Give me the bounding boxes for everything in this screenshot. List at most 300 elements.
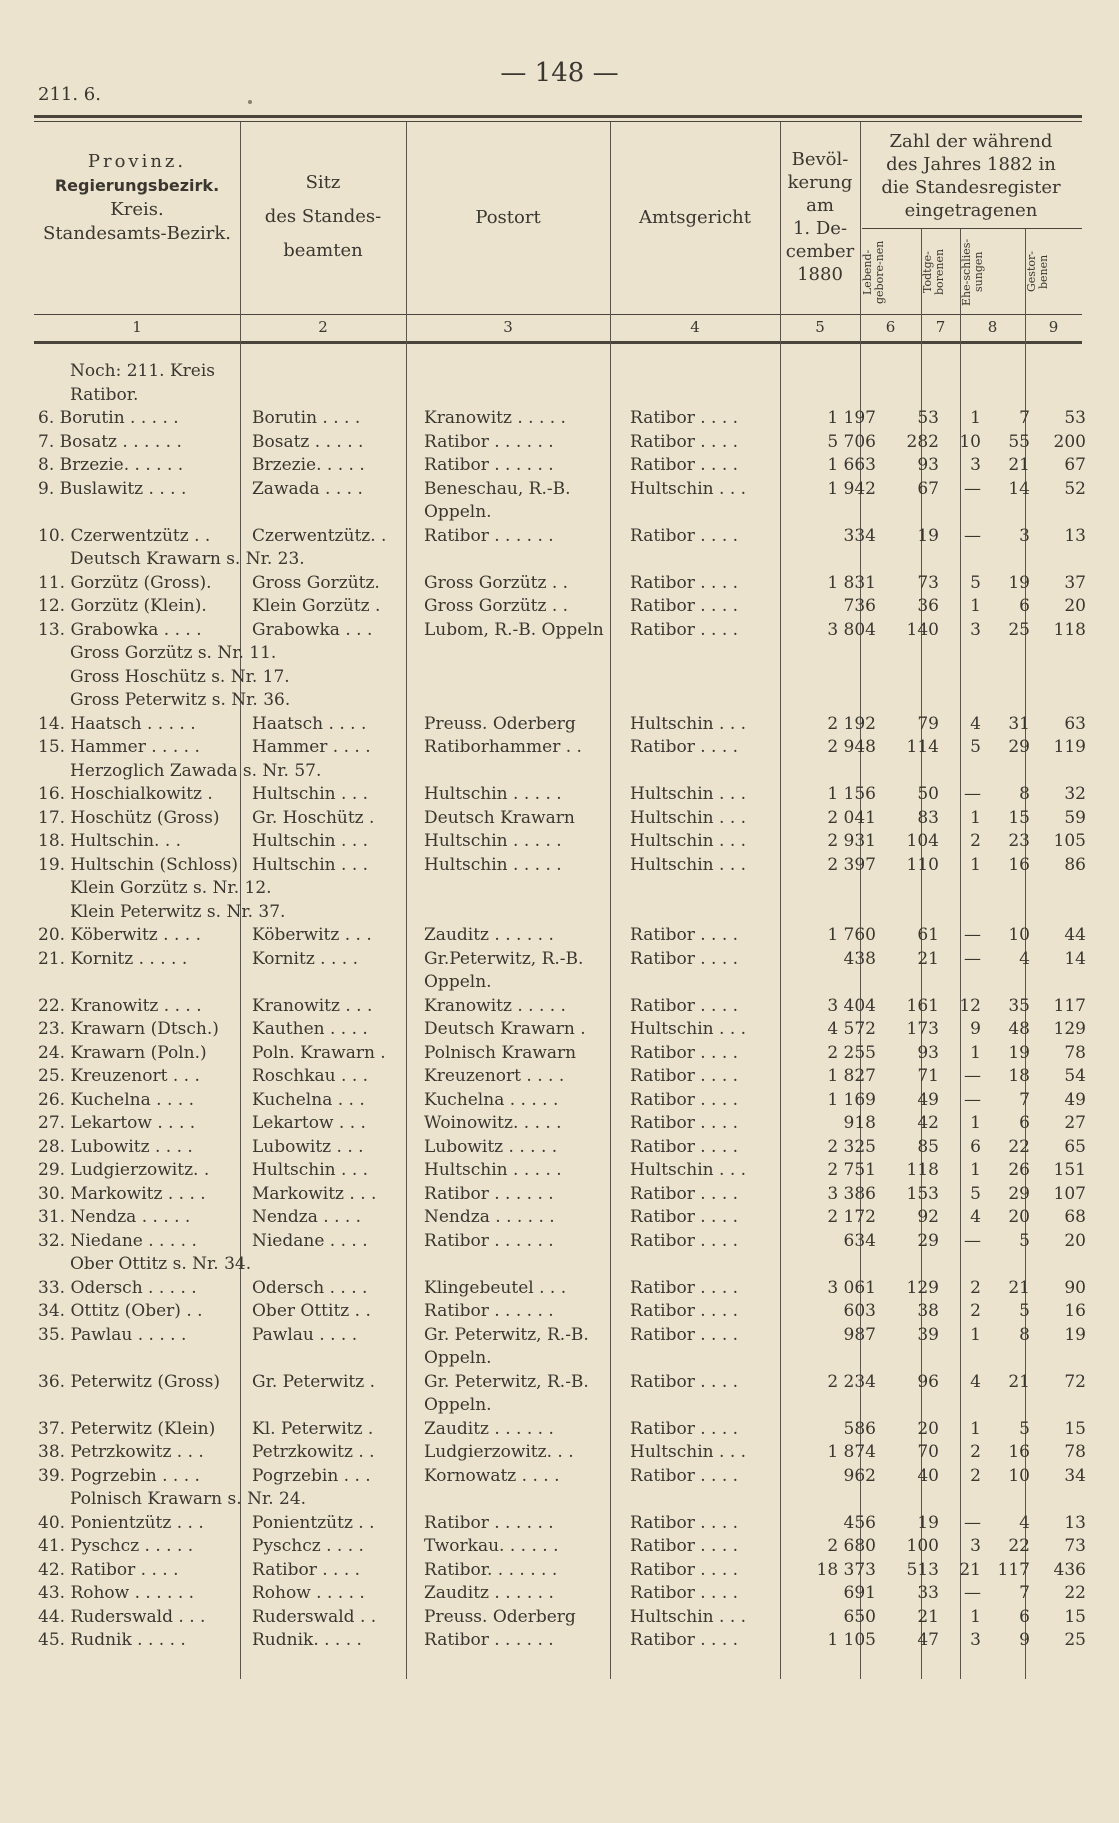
registrar-seat-cell: Hultschin . . . [252, 1160, 369, 1180]
district-cell: 45. Rudnik . . . . . [38, 1630, 186, 1650]
marriages-cell: 8 [1019, 1324, 1030, 1345]
header-province: Provinz. [87, 151, 187, 172]
district-cell: 31. Nendza . . . . . [38, 1207, 191, 1227]
marriages-cell: 29 [1008, 737, 1030, 757]
registrar-seat-cell: Hammer . . . . [252, 737, 371, 757]
population-cell [801, 971, 880, 995]
deaths-cell: 200 [1053, 431, 1086, 452]
district-cell [34, 1347, 244, 1371]
court-cell: Ratibor . . . . [630, 619, 739, 640]
district-cell: 6. Borutin . . . . . [38, 408, 179, 428]
stillbirths-cell: — [964, 1066, 981, 1086]
table-row [34, 713, 1090, 737]
post-office-cell: Nendza . . . . . . [424, 1207, 555, 1227]
header-text: des Standes- [264, 206, 382, 227]
population-cell [801, 1394, 880, 1418]
live-births-cell: 110 [906, 854, 939, 875]
table-row [34, 407, 1090, 431]
court-cell: Ratibor . . . . [630, 1512, 739, 1533]
court-cell: Hultschin . . . [630, 1160, 747, 1180]
population-cell [801, 1347, 880, 1371]
district-cell: 41. Pyschcz . . . . . [38, 1536, 194, 1556]
live-births-cell: 19 [917, 525, 939, 546]
marriages-cell: 21 [1008, 1371, 1030, 1392]
registrar-seat-cell: Poln. Krawarn . [252, 1042, 386, 1063]
marriages-cell: 22 [1008, 1136, 1030, 1157]
marriages-cell: 21 [1008, 1277, 1030, 1298]
district-cell [34, 501, 244, 525]
header-text: des Jahres 1882 in [886, 154, 1056, 175]
stillbirths-cell: 1 [970, 807, 981, 828]
marriages-cell: 7 [1019, 1583, 1030, 1603]
header-col-9: Gestor-benen [1025, 251, 1050, 293]
deaths-cell: 73 [1064, 1536, 1086, 1556]
population-cell: 1 760 [827, 925, 876, 945]
live-births-cell [880, 1394, 943, 1418]
post-office-cell: Oppeln. [424, 1395, 492, 1415]
district-cell: 35. Pawlau . . . . . [38, 1324, 187, 1345]
stillbirths-cell: 1 [970, 1418, 981, 1439]
note-row [34, 760, 1090, 784]
population-cell: 918 [843, 1113, 876, 1133]
marriages-cell: 7 [1019, 1089, 1030, 1110]
district-cell: 18. Hultschin. . . [38, 831, 182, 851]
court-cell: Ratibor . . . . [630, 1465, 739, 1486]
live-births-cell: 40 [917, 1465, 939, 1486]
district-cell: 39. Pogrzebin . . . . [38, 1465, 200, 1486]
table-row [34, 1018, 1090, 1042]
registrar-seat-cell: Pogrzebin . . . [252, 1465, 371, 1486]
stillbirths-cell: 1 [970, 1160, 981, 1180]
post-office-cell: Woinowitz. . . . . [424, 1113, 562, 1133]
deaths-cell: 78 [1064, 1042, 1086, 1063]
district-cell: 13. Grabowka . . . . [38, 619, 202, 640]
live-births-cell: 129 [906, 1277, 939, 1298]
registrar-seat-cell: Hultschin . . . [252, 784, 369, 804]
table-row [34, 1277, 1090, 1301]
marriages-cell [985, 1347, 1034, 1371]
table-row [34, 1559, 1090, 1583]
population-cell: 3 061 [827, 1277, 876, 1298]
post-office-cell: Gr.Peterwitz, R.-B. [424, 948, 584, 969]
header-bottom-rule [34, 314, 1082, 315]
ink-speck [248, 100, 252, 104]
population-cell: 2 948 [827, 737, 876, 757]
stillbirths-cell: 4 [970, 1371, 981, 1392]
population-cell: 586 [843, 1418, 876, 1439]
post-office-cell: Oppeln. [424, 502, 492, 522]
live-births-cell: 71 [917, 1066, 939, 1086]
live-births-cell: 85 [917, 1136, 939, 1157]
registrar-seat-cell: Nendza . . . . [252, 1207, 362, 1227]
stillbirths-cell: — [964, 784, 981, 804]
deaths-cell: 37 [1064, 572, 1086, 593]
deaths-cell: 54 [1064, 1066, 1086, 1086]
marriages-cell [985, 971, 1034, 995]
marriages-cell: 22 [1008, 1536, 1030, 1556]
stillbirths-cell: 1 [970, 408, 981, 428]
header-col-3: Postort [475, 207, 541, 228]
post-office-cell: Kuchelna . . . . . [424, 1089, 559, 1110]
table-row [34, 1394, 1090, 1418]
post-office-cell: Ratibor . . . . . . [424, 525, 554, 546]
deaths-cell: 86 [1064, 854, 1086, 875]
registrar-seat-cell: Roschkau . . . [252, 1066, 369, 1086]
marriages-cell: 20 [1008, 1207, 1030, 1227]
marriages-cell: 16 [1008, 854, 1030, 875]
deaths-cell: 151 [1053, 1160, 1086, 1180]
stillbirths-cell: 4 [970, 713, 981, 734]
live-births-cell: 39 [917, 1324, 939, 1345]
note-row [34, 360, 1090, 384]
population-cell: 2 234 [827, 1371, 876, 1392]
post-office-cell: Ratibor . . . . . . [424, 1630, 554, 1650]
table-row [34, 854, 1090, 878]
live-births-cell: 49 [917, 1089, 939, 1110]
marriages-cell: 55 [1008, 431, 1030, 452]
table-row [34, 1089, 1090, 1113]
deaths-cell: 34 [1064, 1465, 1086, 1486]
section-number: 211. 6. [38, 84, 101, 105]
population-cell: 3 804 [827, 619, 876, 640]
deaths-cell: 13 [1064, 1512, 1086, 1533]
stillbirths-cell: 1 [970, 596, 981, 616]
live-births-cell [880, 1347, 943, 1371]
registrar-seat-cell: Ober Ottitz . . [252, 1301, 371, 1321]
note-row [34, 666, 1090, 690]
court-cell: Hultschin . . . [630, 1606, 747, 1627]
deaths-cell: 32 [1064, 784, 1086, 804]
table-row [34, 1065, 1090, 1089]
post-office-cell: Kranowitz . . . . . [424, 408, 566, 428]
court-cell [622, 1394, 801, 1418]
population-cell: 634 [843, 1230, 876, 1251]
registrar-seat-cell: Kauthen . . . . [252, 1019, 368, 1039]
table-row [34, 1629, 1090, 1653]
population-cell: 2 172 [827, 1207, 876, 1227]
district-cell: 12. Gorzütz (Klein). [38, 596, 207, 616]
marriages-cell: 5 [1019, 1230, 1030, 1251]
district-cell: 33. Odersch . . . . . [38, 1277, 197, 1298]
court-cell: Ratibor . . . . [630, 1536, 739, 1556]
live-births-cell: 19 [917, 1512, 939, 1533]
deaths-cell: 53 [1064, 408, 1086, 428]
table-row [34, 1230, 1090, 1254]
population-cell: 987 [843, 1324, 876, 1345]
court-cell: Ratibor . . . . [630, 925, 739, 945]
stillbirths-cell: 1 [970, 1606, 981, 1627]
marriages-cell: 4 [1019, 1512, 1030, 1533]
post-office-cell: Gr. Peterwitz, R.-B. [424, 1324, 589, 1345]
live-births-cell: 153 [906, 1183, 939, 1204]
post-office-cell: Deutsch Krawarn . [424, 1019, 586, 1039]
court-cell: Ratibor . . . . [630, 1183, 739, 1204]
note-row [34, 1488, 1090, 1512]
court-cell [622, 971, 801, 995]
post-office-cell: Kreuzenort . . . . [424, 1066, 565, 1086]
population-cell: 1 942 [827, 478, 876, 499]
deaths-cell: 67 [1064, 455, 1086, 475]
population-cell: 334 [843, 525, 876, 546]
registrar-seat-cell: Zawada . . . . [252, 478, 363, 499]
stillbirths-cell: 1 [970, 1042, 981, 1063]
group-rule [862, 228, 1082, 229]
population-cell: 5 706 [827, 431, 876, 452]
population-cell: 1 663 [827, 455, 876, 475]
registrar-seat-cell: Pyschcz . . . . [252, 1536, 364, 1556]
population-cell: 2 397 [827, 854, 876, 875]
marriages-cell: 19 [1008, 572, 1030, 593]
court-cell: Hultschin . . . [630, 1442, 747, 1462]
marriages-cell: 8 [1019, 784, 1030, 804]
registrar-seat-cell: Markowitz . . . [252, 1183, 377, 1204]
population-cell: 2 325 [827, 1136, 876, 1157]
population-cell: 603 [843, 1301, 876, 1321]
live-births-cell [880, 971, 943, 995]
population-cell: 3 404 [827, 995, 876, 1016]
marriages-cell: 6 [1019, 1113, 1030, 1133]
district-cell: 32. Niedane . . . . . [38, 1230, 197, 1251]
stillbirths-cell: — [964, 1089, 981, 1110]
district-cell: 17. Hoschütz (Gross) [38, 807, 220, 828]
stillbirths-cell: 3 [970, 619, 981, 640]
stillbirths-cell [943, 1347, 985, 1371]
table-row [34, 478, 1090, 502]
table-row [34, 595, 1090, 619]
live-births-cell: 100 [906, 1536, 939, 1556]
population-cell [801, 501, 880, 525]
marriages-cell: 9 [1019, 1630, 1030, 1650]
post-office-cell: Ratibor . . . . . . [424, 1301, 554, 1321]
deaths-cell: 13 [1064, 525, 1086, 546]
post-office-cell: Zauditz . . . . . . [424, 925, 554, 945]
deaths-cell: 15 [1064, 1418, 1086, 1439]
stillbirths-cell: 9 [970, 1019, 981, 1039]
marriages-cell: 5 [1019, 1301, 1030, 1321]
note-text: Gross Hoschütz s. Nr. 17. [70, 666, 290, 687]
header-col-5 [780, 148, 860, 286]
stillbirths-cell: 2 [970, 831, 981, 851]
stillbirths-cell: 1 [970, 1324, 981, 1345]
table-row [34, 1465, 1090, 1489]
table-row [34, 1183, 1090, 1207]
table-row [34, 1347, 1090, 1371]
court-cell: Ratibor . . . . [630, 455, 739, 475]
population-cell: 2 192 [827, 713, 876, 734]
court-cell: Hultschin . . . [630, 831, 747, 851]
court-cell: Ratibor . . . . [630, 1230, 739, 1251]
population-cell: 456 [843, 1512, 876, 1533]
registrar-seat-cell: Haatsch . . . . [252, 713, 367, 734]
post-office-cell: Beneschau, R.-B. [424, 478, 571, 499]
court-cell: Ratibor . . . . [630, 1277, 739, 1298]
post-office-cell: Hultschin . . . . . [424, 854, 562, 875]
registrar-seat-cell: Klein Gorzütz . [252, 596, 381, 616]
deaths-cell: 44 [1064, 925, 1086, 945]
district-cell: 22. Kranowitz . . . . [38, 995, 202, 1016]
live-births-cell: 92 [917, 1207, 939, 1227]
marriages-cell: 6 [1019, 1606, 1030, 1627]
registrar-seat-cell: Hultschin . . . [252, 831, 369, 851]
registrar-seat-cell [244, 1394, 416, 1418]
table-row [34, 525, 1090, 549]
post-office-cell: Ratibor . . . . . . [424, 1512, 554, 1533]
court-cell: Ratibor . . . . [630, 1583, 739, 1603]
live-births-cell: 33 [917, 1583, 939, 1603]
deaths-cell: 118 [1053, 619, 1086, 640]
population-cell: 2 680 [827, 1536, 876, 1556]
court-cell: Ratibor . . . . [630, 408, 739, 428]
live-births-cell: 79 [917, 713, 939, 734]
note-row [34, 548, 1090, 572]
court-cell: Ratibor . . . . [630, 1324, 739, 1345]
note-row [34, 689, 1090, 713]
live-births-cell: 67 [917, 478, 939, 499]
live-births-cell: 73 [917, 572, 939, 593]
note-text: Klein Gorzütz s. Nr. 12. [70, 878, 272, 898]
court-cell: Ratibor . . . . [630, 995, 739, 1016]
header-regbezirk: Regierungsbezirk. [54, 176, 220, 195]
table-row [34, 924, 1090, 948]
stillbirths-cell: 2 [970, 1465, 981, 1486]
district-cell: 11. Gorzütz (Gross). [38, 572, 212, 593]
table-row [34, 995, 1090, 1019]
deaths-cell [1034, 1394, 1090, 1418]
table-row [34, 1441, 1090, 1465]
live-births-cell: 118 [906, 1160, 939, 1180]
post-office-cell: Polnisch Krawarn [424, 1042, 577, 1063]
court-cell: Ratibor . . . . [630, 572, 739, 593]
district-cell: 20. Köberwitz . . . . [38, 925, 201, 945]
deaths-cell: 78 [1064, 1442, 1086, 1462]
registrar-seat-cell: Gr. Peterwitz . [252, 1371, 375, 1392]
district-cell: 23. Krawarn (Dtsch.) [38, 1019, 219, 1039]
post-office-cell: Zauditz . . . . . . [424, 1583, 554, 1603]
page-number: — 148 — [500, 58, 619, 88]
deaths-cell: 27 [1064, 1113, 1086, 1133]
deaths-cell [1034, 1347, 1090, 1371]
note-text: Klein Peterwitz s. Nr. 37. [70, 901, 286, 922]
population-cell: 2 255 [827, 1042, 876, 1063]
header-col-1 [34, 150, 240, 246]
top-rule-thin [34, 121, 1082, 122]
column-number: 8 [987, 318, 998, 336]
stillbirths-cell: 2 [970, 1301, 981, 1321]
note-text: Gross Peterwitz s. Nr. 36. [70, 690, 291, 710]
header-text: die Standesregister [881, 177, 1061, 198]
marriages-cell: 21 [1008, 455, 1030, 475]
header-text: Zahl der während [889, 131, 1053, 152]
column-number: 3 [503, 318, 513, 336]
marriages-cell: 15 [1008, 807, 1030, 828]
registrar-seat-cell: Köberwitz . . . [252, 925, 372, 945]
note-text: Deutsch Krawarn s. Nr. 23. [70, 549, 305, 569]
header-col-7: Todtge-borenen [921, 248, 946, 296]
live-births-cell: 513 [906, 1559, 939, 1580]
population-cell: 691 [843, 1583, 876, 1603]
table-row [34, 454, 1090, 478]
district-cell: 26. Kuchelna . . . . [38, 1089, 194, 1110]
population-cell: 1 169 [827, 1089, 876, 1110]
registrar-seat-cell: Lubowitz . . . [252, 1136, 364, 1157]
marriages-cell: 4 [1019, 948, 1030, 969]
table-row [34, 1324, 1090, 1348]
header-kreis: Kreis. [110, 199, 164, 220]
population-cell: 4 572 [827, 1019, 876, 1039]
district-cell: 36. Peterwitz (Gross) [38, 1371, 221, 1392]
court-cell: Ratibor . . . . [630, 1559, 739, 1580]
court-cell: Hultschin . . . [630, 713, 747, 734]
stillbirths-cell: 2 [970, 1277, 981, 1298]
stillbirths-cell: 4 [970, 1207, 981, 1227]
deaths-cell: 65 [1064, 1136, 1086, 1157]
district-cell: 44. Ruderswald . . . [38, 1606, 206, 1627]
stillbirths-cell: 3 [970, 1536, 981, 1556]
column-number: 5 [815, 318, 825, 336]
deaths-cell: 25 [1064, 1630, 1086, 1650]
district-cell: 8. Brzezie. . . . . . [38, 455, 184, 475]
table-row [34, 1159, 1090, 1183]
header-col-2 [240, 166, 406, 268]
post-office-cell: Gross Gorzütz . . [424, 572, 569, 593]
registrar-seat-cell: Borutin . . . . [252, 408, 361, 428]
live-births-cell: 282 [906, 431, 939, 452]
registrar-seat-cell [244, 971, 416, 995]
note-text: Herzoglich Zawada s. Nr. 57. [70, 760, 322, 781]
stillbirths-cell: — [964, 1512, 981, 1533]
post-office-cell: Hultschin . . . . . [424, 784, 562, 804]
registrar-seat-cell: Lekartow . . . [252, 1113, 366, 1133]
stillbirths-cell: 5 [970, 737, 981, 757]
post-office-cell: Ratibor . . . . . . [424, 455, 554, 475]
court-cell [622, 501, 801, 525]
district-cell: 42. Ratibor . . . . [38, 1559, 179, 1580]
post-office-cell: Ratibor. . . . . . . [424, 1559, 558, 1580]
deaths-cell: 105 [1053, 831, 1086, 851]
deaths-cell: 436 [1053, 1559, 1086, 1580]
registrar-seat-cell: Odersch . . . . [252, 1277, 368, 1298]
stillbirths-cell [943, 501, 985, 525]
population-cell: 650 [843, 1606, 876, 1627]
marriages-cell: 3 [1019, 525, 1030, 546]
header-text: eingetragenen [904, 200, 1038, 221]
deaths-cell [1034, 501, 1090, 525]
deaths-cell: 22 [1064, 1583, 1086, 1603]
table-row [34, 1206, 1090, 1230]
post-office-cell: Hultschin . . . . . [424, 1160, 562, 1180]
post-office-cell: Gr. Peterwitz, R.-B. [424, 1371, 589, 1392]
live-births-cell: 161 [906, 995, 939, 1016]
note-row [34, 384, 1090, 408]
court-cell: Ratibor . . . . [630, 948, 739, 969]
population-cell: 2 931 [827, 831, 876, 851]
post-office-cell: Ratibor . . . . . . [424, 1230, 554, 1251]
registrar-seat-cell: Gr. Hoschütz . [252, 807, 375, 828]
deaths-cell: 107 [1053, 1183, 1086, 1204]
header-text: beamten [283, 240, 363, 261]
court-cell: Ratibor . . . . [630, 525, 739, 546]
note-row [34, 1253, 1090, 1277]
note-text: Polnisch Krawarn s. Nr. 24. [70, 1489, 307, 1509]
marriages-cell: 35 [1008, 995, 1030, 1016]
post-office-cell: Gross Gorzütz . . [424, 596, 569, 616]
note-text: Gross Gorzütz s. Nr. 11. [70, 643, 277, 663]
table-row [34, 1300, 1090, 1324]
court-cell: Ratibor . . . . [630, 1042, 739, 1063]
live-births-cell: 140 [906, 619, 939, 640]
marriages-cell: 25 [1008, 619, 1030, 640]
column-number: 9 [1048, 318, 1059, 336]
